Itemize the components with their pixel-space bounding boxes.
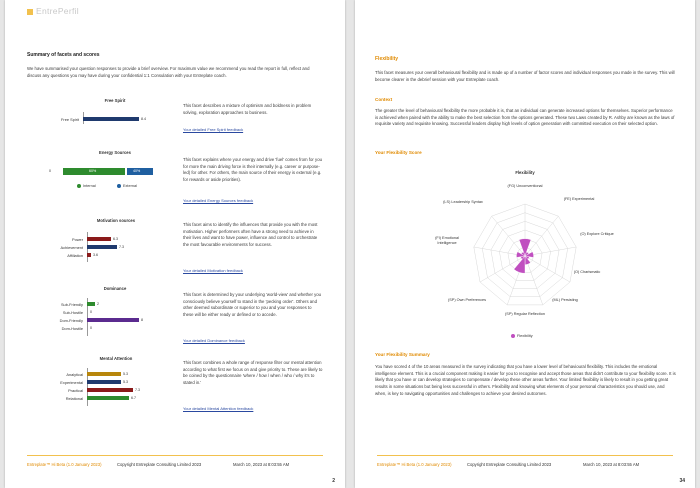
- brand-mark-icon: [27, 9, 33, 15]
- footer-rule: [377, 455, 673, 456]
- bar-value: 7.3: [119, 245, 124, 249]
- energy-feedback-link[interactable]: Your detailed Energy Sources feedback: [183, 198, 254, 203]
- axis-zero: 0: [49, 169, 51, 173]
- dominance-feedback-link[interactable]: Your detailed Dominance feedback: [183, 338, 245, 343]
- bar-label: Affiliation: [67, 253, 83, 258]
- radar-legend: [511, 334, 533, 338]
- bar-label: Sub-Hostile: [62, 310, 83, 315]
- radar-segment: [519, 239, 531, 256]
- bar-dom-friendly: [87, 318, 139, 322]
- facet-description: This facet combines a whole range of response filter our mental attention according to what first we focus on and give priority to. These are likely to be coined by the questionnaire 'where / how / when / who / why it's to stated in.': [183, 360, 323, 385]
- legend-dot: [117, 184, 121, 188]
- chart-title-mental-attention: Mental Attention: [99, 356, 133, 361]
- brand-logo: [27, 6, 79, 16]
- context-heading: Context: [375, 97, 393, 102]
- bar-analytical: [87, 372, 121, 376]
- bar-label: Free Spirit: [61, 117, 79, 122]
- radar-axis-label: (O) Explore Critique: [580, 232, 614, 236]
- page-number: 34: [679, 478, 685, 484]
- footer-date: March 10, 2023 at 8:03:55 AM: [233, 462, 290, 467]
- radar-chart: [355, 178, 695, 348]
- footer-rule: [27, 455, 323, 456]
- radar-axis-label: (SP) Regular Reflection: [505, 312, 545, 316]
- legend-internal: [77, 184, 96, 188]
- facet-description: This facet explains where your energy and drive 'fuel' comes from for you for more the main driving force is their internally (e.g. career or purpose-led) for other. For others, the main source of their energy is external (e.g. for rewards or aside priorities).: [183, 157, 322, 182]
- bar-value: 8: [141, 318, 143, 322]
- score-heading: Your Flexibility Score: [375, 150, 422, 155]
- report-page-right: [355, 0, 695, 488]
- bar-affiliation: [87, 253, 91, 257]
- bar-free-spirit: [83, 117, 139, 121]
- bar-value: 60%: [89, 169, 97, 173]
- legend-dot: [511, 334, 515, 338]
- radar-spoke: [492, 216, 525, 256]
- facet-description: This facet is determined by your underlying 'world-view' and whether you consciously believe yourself to stand in the 'pecking order'. Others and other deemed subordinate or superior to you and your responses to these will be either ready or defined or to accede.: [183, 292, 322, 317]
- section-title: Flexibility: [375, 56, 399, 62]
- radar-axis-label: (LS) Leadership Syntax: [443, 200, 483, 204]
- footer-version: Entreplate™ Hi Beta (1.0 January 2023): [27, 462, 102, 467]
- radar-spoke: [525, 256, 570, 282]
- chart-title-energy: Energy Sources: [99, 150, 131, 155]
- bar-label: Dom-Friendly: [59, 318, 83, 323]
- legend-label: External: [123, 184, 137, 188]
- page-number: 2: [332, 478, 335, 484]
- footer-date: March 10, 2023 at 8:03:55 AM: [583, 462, 640, 467]
- bar-value: 8.4: [141, 117, 146, 121]
- report-page-left: [5, 0, 345, 488]
- footer-version: Entreplate™ Hi Beta (1.0 January 2023): [377, 462, 452, 467]
- chart-title-dominance: Dominance: [103, 286, 127, 291]
- bar-label: Power: [71, 237, 83, 242]
- legend-dot: [77, 184, 81, 188]
- radar-title: Flexibility: [515, 170, 535, 175]
- bar-value: 6.7: [131, 396, 136, 400]
- bar-value: 2: [97, 302, 99, 306]
- legend-label: Internal: [83, 184, 96, 188]
- free-spirit-feedback-link[interactable]: Your detailed Free Spirit feedback: [183, 127, 244, 132]
- footer-copyright: Copyright Entreplate Consulting Limited 2023: [467, 462, 552, 467]
- bar-power: [87, 237, 111, 241]
- bar-label: Analytical: [66, 372, 83, 377]
- bar-label: Experimental: [60, 380, 83, 385]
- footer-copyright: Copyright Entreplate Consulting Limited 2023: [117, 462, 202, 467]
- intro-text: We have summarised your question responses to provide a brief overview. For maximum value we recommend you read the report in full, reflect and discuss any questions you may have during your confidential 1:1 Consulation with your Entreplate coach.: [27, 66, 310, 78]
- bar-achievement: [87, 245, 117, 249]
- bar-value: 0: [90, 326, 92, 330]
- chart-title-free-spirit: Free Spirit: [104, 98, 126, 103]
- radar-axis-label: (FI) Emotional Intelligence: [435, 236, 459, 245]
- radar-spoke: [525, 216, 558, 256]
- section-intro: This facet measures your overall behavioural flexibility and is made up of a number of factor scores and individual responses you made in the survey. This will become clearer in the debrief session with your Entreplate coach.: [375, 70, 675, 82]
- bar-value: 0: [90, 310, 92, 314]
- bar-relational: [87, 396, 129, 400]
- bar-value: 5.3: [123, 380, 128, 384]
- bar-value: 40%: [133, 169, 141, 173]
- bar-label: Relational: [65, 396, 83, 401]
- bar-label: Sub-Friendly: [60, 302, 83, 307]
- bar-value: 5.3: [123, 372, 128, 376]
- bar-practical: [87, 388, 133, 392]
- brand-name: EntrePerfil: [36, 6, 79, 16]
- radar-axis-label: (ML) Persisting: [552, 298, 578, 302]
- bar-label: Achievement: [60, 245, 83, 250]
- motivation-feedback-link[interactable]: Your detailed Motivation feedback: [183, 268, 243, 273]
- bar-sub-friendly: [87, 302, 95, 306]
- legend-external: [117, 184, 137, 188]
- bar-label: Practical: [68, 388, 83, 393]
- facet-description: This facet describes a mixture of optimism and boldness in problem solving, exploration approaches to business.: [183, 103, 312, 115]
- mental-attention-feedback-link[interactable]: Your detailed Mental Attention feedback: [183, 406, 254, 411]
- radar-axis-label: (FG) Unconventional: [507, 184, 543, 188]
- summary-heading: Your Flexibility Summary: [375, 352, 430, 357]
- page-heading: Summary of facets and scores: [27, 52, 100, 58]
- legend-label: Flexibility: [517, 334, 533, 338]
- bar-value: 7.3: [135, 388, 140, 392]
- bar-value: 3.6: [93, 253, 98, 257]
- facet-description: This facet aims to identify the influences that provide you with the most motivation. Higher performers often have a strong need to achieve in their lives and want to have power, influence and control to orchestrate the most favourable environments for success.: [183, 222, 318, 247]
- radar-segment: [514, 256, 525, 273]
- bar-experimental: [87, 380, 121, 384]
- bar-value: 6.3: [113, 237, 118, 241]
- bar-label: Dom-Hostile: [61, 326, 83, 331]
- chart-title-motivation: Motivation sources: [96, 218, 136, 223]
- radar-axis-label: (O) Charismatic: [573, 270, 601, 274]
- radar-axis-label: (SP) Own Preferences: [448, 298, 486, 302]
- context-text: The greater the level of behavioural flexibility the more probable it is, that an individual can generate increased options for themselves. Superior performance is achieved when paired with the ability to make the best selection from the options generated. These two Laws created by R. Ashby are known as the laws of requisite variety and requisite knowing. Successful leaders display high levels of option generation with committed execution on their selected option.: [375, 108, 675, 127]
- summary-text: You have scored 4 of the 10 areas measured in the survey indicating that you have a lower level of behavioural flexibility. This includes the emotional intelligence element. This is a crucial component making it easier for you to recognise and accept those areas that didn't contribute to your flexibility score. It is likely that you have or can develop strategies to compensate / develop these other areas further. Your limited flexibility is likely to result in you getting great results in some situations but being less successful in others. Flexibility and knowing what elements of your personal characteristics you should use, and when, is key to navigating opportunities and challenges to achieve your desired outcomes.: [375, 364, 676, 396]
- radar-axis-label: (FE) Experimental: [563, 197, 595, 201]
